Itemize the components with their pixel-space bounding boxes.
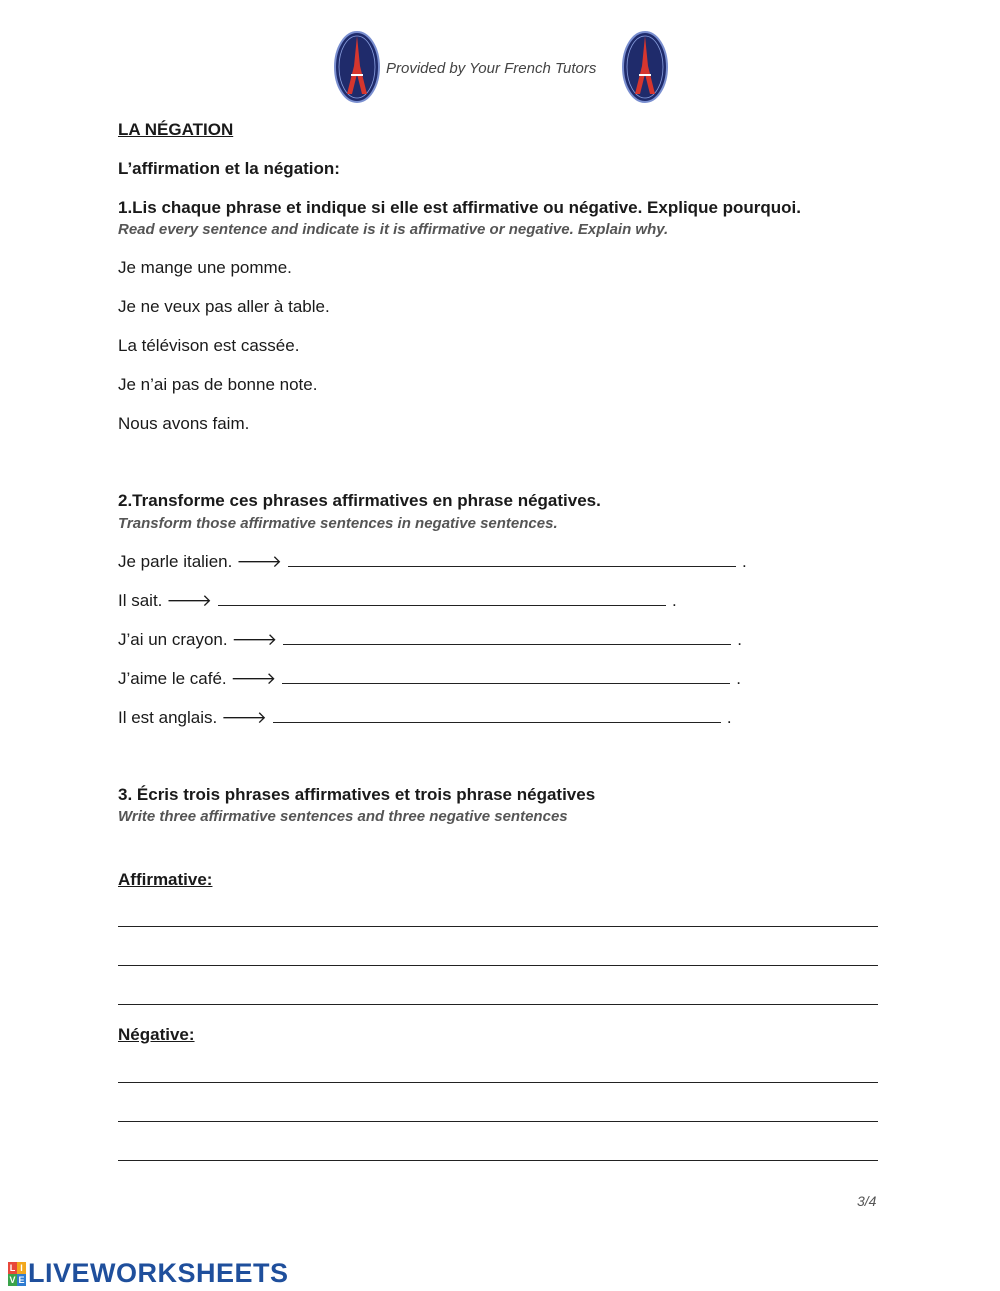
exercise1-heading: 1.Lis chaque phrase et indique si elle est affirmative ou négative. Explique pourquoi. [118,198,801,217]
answer-blank[interactable] [288,552,736,567]
transform-item [118,708,732,728]
transform-sentence: J’ai un crayon. [118,630,228,649]
eiffel-tower-logo-icon [334,30,380,104]
arrow-right-icon: 🡒 [231,630,278,649]
page-title: LA NÉGATION [118,120,234,139]
liveworksheets-logo[interactable] [8,1258,289,1289]
exercise1-sentence: Je mange une pomme. [118,258,292,277]
liveworksheets-wordmark: LIVEWORKSHEETS [28,1258,289,1288]
header [0,28,1000,106]
transform-sentence: Il est anglais. [118,708,218,727]
exercise1-sentence: La télévison est cassée. [118,336,300,355]
liveworksheets-badge-icon [8,1262,26,1286]
transform-item [118,630,742,650]
end-period: . [672,591,677,610]
exercise3-translation: Write three affirmative sentences and three negative sentences [118,808,568,825]
exercise1-sentence: Je ne veux pas aller à table. [118,297,330,316]
arrow-right-icon: 🡒 [230,669,277,688]
answer-blank[interactable] [273,708,721,723]
provided-by-text: Provided by Your French Tutors [386,60,597,77]
page-number: 3/4 [857,1193,877,1209]
transform-sentence: Je parle italien. [118,552,233,571]
badge-letter: V [9,1274,16,1285]
negative-label: Négative: [118,1025,195,1044]
exercise3-heading: 3. Écris trois phrases affirmatives et trois phrase négatives [118,785,596,804]
badge-letter: I [17,1262,26,1274]
exercise1-translation: Read every sentence and indicate is it is affirmative or negative. Explain why. [118,221,669,238]
negative-answer-line[interactable] [118,1160,878,1161]
arrow-right-icon: 🡒 [236,552,282,571]
arrow-right-icon: 🡒 [221,708,267,727]
transform-sentence: J’aime le café. [118,669,227,688]
end-period: . [736,669,741,688]
transform-item [118,669,741,689]
affirmative-answer-line[interactable] [118,1004,878,1005]
affirmative-answer-line[interactable] [118,965,878,966]
answer-blank[interactable] [283,630,731,645]
transform-sentence: Il sait. [118,591,163,610]
negative-answer-line[interactable] [118,1121,878,1122]
exercise2-heading: 2.Transforme ces phrases affirmatives en phrase négatives. [118,491,601,510]
page-subtitle: L’affirmation et la négation: [118,159,340,178]
eiffel-tower-logo-icon [622,30,668,104]
badge-letter: E [18,1274,25,1285]
transform-item [118,552,747,572]
end-period: . [741,552,747,571]
affirmative-answer-line[interactable] [118,926,878,927]
arrow-right-icon: 🡒 [166,591,212,610]
exercise1-sentence: Je n’ai pas de bonne note. [118,375,318,394]
answer-blank[interactable] [282,669,730,684]
exercise2-translation: Transform those affirmative sentences in negative sentences. [118,515,558,532]
affirmative-label: Affirmative: [118,870,213,889]
badge-letter: L [9,1262,16,1273]
answer-blank[interactable] [218,591,666,606]
transform-item [118,591,677,611]
negative-answer-line[interactable] [118,1082,878,1083]
end-period: . [726,708,732,727]
end-period: . [737,630,742,649]
exercise1-sentence: Nous avons faim. [118,414,250,433]
